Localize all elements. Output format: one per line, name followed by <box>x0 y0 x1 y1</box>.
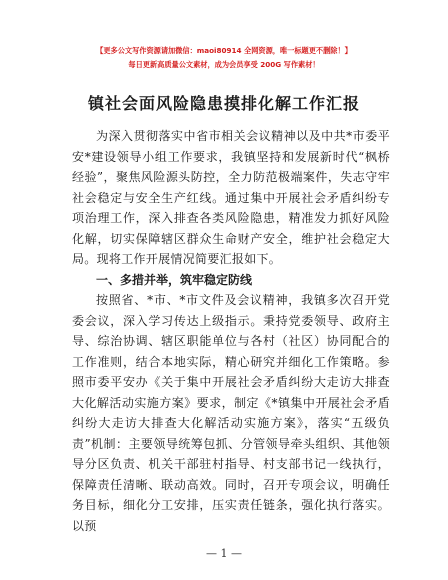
section-heading: 一、多措并举，筑牢稳定防线 <box>96 272 253 287</box>
promo-banner-line-1: 【更多公文写作资源请加微信：maoi80914 全网资源，唯一标题更不删除！】 <box>96 46 352 55</box>
intro-paragraph: 为深入贯彻落实中省市相关会议精神以及中共*市委平安*建设领导小组工作要求，我镇坚持和发展新时代“枫桥经验”，聚焦风险源头防控，全力防范极端案件，失志守牢社会稳定与安全生产红线。通过集中开展社会矛盾纠纷专项治理工作，深入排查各类风险隐患，精准发力抓好风险化解，切实保障辖区群众生命财产安全，维护社会稳定大局。现将工作开展情况简要汇报如下。 <box>72 129 390 266</box>
section-paragraph: 按照省、*市、*市文件及会议精神，我镇多次召开党委会议，深入学习传达上级指示。秉持党委领导、政府主导、综治协调、辖区职能单位与各村（社区）协同配合的工作准则，结合本地实际，精心研究并细化工作策略。参照市委平安办《关于集中开展社会矛盾纠纷大走访大排查大化解活动实施方案》要求，制定《*镇集中开展社会矛盾纠纷大走访大排查大化解活动实施方案》，落实“五级负责”机制：主要领导统筹包抓、分管领导牵头组织、其他领导分区负责、机关干部驻村指导、村支部书记一线执行，保障责任清晰、联动高效。同时，召开专项会议，明确任务目标，细化分工安排，压实责任链条，强化执行落实。以预 <box>72 293 390 533</box>
document-title: 镇社会面风险隐患摸排化解工作汇报 <box>87 94 360 113</box>
promo-banner-line-2: 每日更新高质量公文素材，成为会员享受 200G 写作素材！ <box>128 60 320 69</box>
document-body <box>72 126 390 536</box>
page-number: — 1 — <box>206 547 242 560</box>
